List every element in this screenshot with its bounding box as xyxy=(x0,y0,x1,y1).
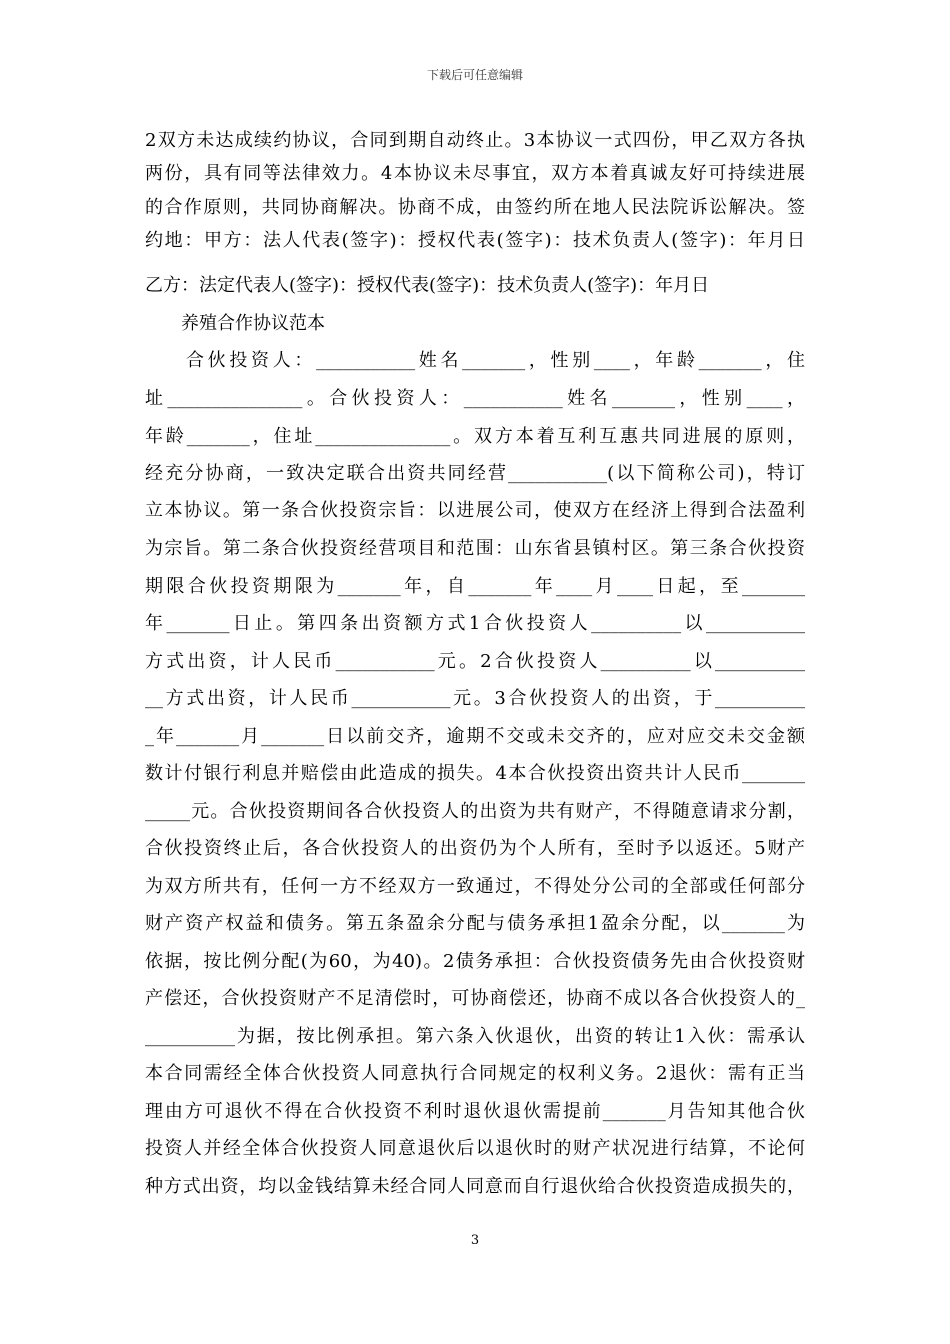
text-line: _____元。合伙投资期间各合伙投资人的出资为共有财产，不得随意请求分割， xyxy=(145,801,805,822)
text-line: 合伙投资终止后，各合伙投资人的出资仍为个人所有，至时予以返还。5财产 xyxy=(145,838,805,859)
text-line: 本合同需经全体合伙投资人同意执行合同规定的权利义务。2退伙：需有正当 xyxy=(145,1063,805,1084)
text-line: 种方式出资，均以金钱结算未经合同人同意而自行退伙给合伙投资造成损失的， xyxy=(145,1176,805,1197)
text-line: 的合作原则，共同协商解决。协商不成，由签约所在地人民法院诉讼解决。签 xyxy=(145,197,805,218)
page-number: 3 xyxy=(470,1233,480,1248)
text-line: 投资人并经全体合伙投资人同意退伙后以退伙时的财产状况进行结算，不论何 xyxy=(145,1138,805,1159)
text-line: 两份，具有同等法律效力。4本协议未尽事宜，双方本着真诚友好可持续进展 xyxy=(145,163,805,184)
text-line: 经充分协商，一致决定联合出资共同经营___________(以下简称公司)，特订 xyxy=(145,463,805,484)
text-line: 期限合伙投资期限为_______年，自_______年____月____日起，至_______ xyxy=(145,576,805,597)
text-line: 乙方：法定代表人(签字)：授权代表(签字)：技术负责人(签字)：年月日 xyxy=(145,275,710,296)
text-line: __________为据，按比例承担。第六条入伙退伙，出资的转让1入伙：需承认 xyxy=(145,1026,805,1047)
text-line: 年龄_______，住址_______________。双方本着互利互惠共同进展的原则， xyxy=(145,426,805,447)
text-line: 合伙投资人：___________姓名_______，性别____，年龄_______，住 xyxy=(186,350,805,371)
text-line: 2双方未达成续约协议，合同到期自动终止。3本协议一式四份，甲乙双方各执 xyxy=(145,130,805,151)
text-line: _年_______月_______日以前交齐，逾期不交或未交齐的，应对应交未交金额 xyxy=(145,726,805,747)
text-line: 产偿还，合伙投资财产不足清偿时，可协商偿还，协商不成以各合伙投资人的_ xyxy=(145,988,805,1009)
text-line: 为宗旨。第二条合伙投资经营项目和范围：山东省县镇村区。第三条合伙投资 xyxy=(145,538,805,559)
text-line: 年_______日止。第四条出资额方式1合伙投资人__________以___________ xyxy=(145,613,805,634)
text-line: 依据，按比例分配(为60，为40)。2债务承担：合伙投资债务先由合伙投资财 xyxy=(145,951,805,972)
text-line: 数计付银行利息并赔偿由此造成的损失。4本合伙投资出资共计人民币_______ xyxy=(145,763,805,784)
text-line: 方式出资，计人民币___________元。2合伙投资人__________以__________ xyxy=(145,651,805,672)
text-line: 立本协议。第一条合伙投资宗旨：以进展公司，使双方在经济上得到合法盈利 xyxy=(145,500,805,521)
text-line: 约地：甲方：法人代表(签字)：授权代表(签字)：技术负责人(签字)：年月日 xyxy=(145,230,805,251)
text-line: __方式出资，计人民币___________元。3合伙投资人的出资，于__________ xyxy=(145,688,805,709)
page-header: 下载后可任意编辑 xyxy=(426,68,523,82)
text-line: 为双方所共有，任何一方不经双方一致通过，不得处分公司的全部或任何部分 xyxy=(145,876,805,897)
text-line: 址_______________。合伙投资人：___________姓名_______，性别____， xyxy=(145,388,805,409)
text-line: 理由方可退伙不得在合伙投资不利时退伙退伙需提前_______月告知其他合伙 xyxy=(145,1101,805,1122)
section-title: 养殖合作协议范本 xyxy=(181,313,325,334)
text-line: 财产资产权益和债务。第五条盈余分配与债务承担1盈余分配，以_______为 xyxy=(145,913,805,934)
